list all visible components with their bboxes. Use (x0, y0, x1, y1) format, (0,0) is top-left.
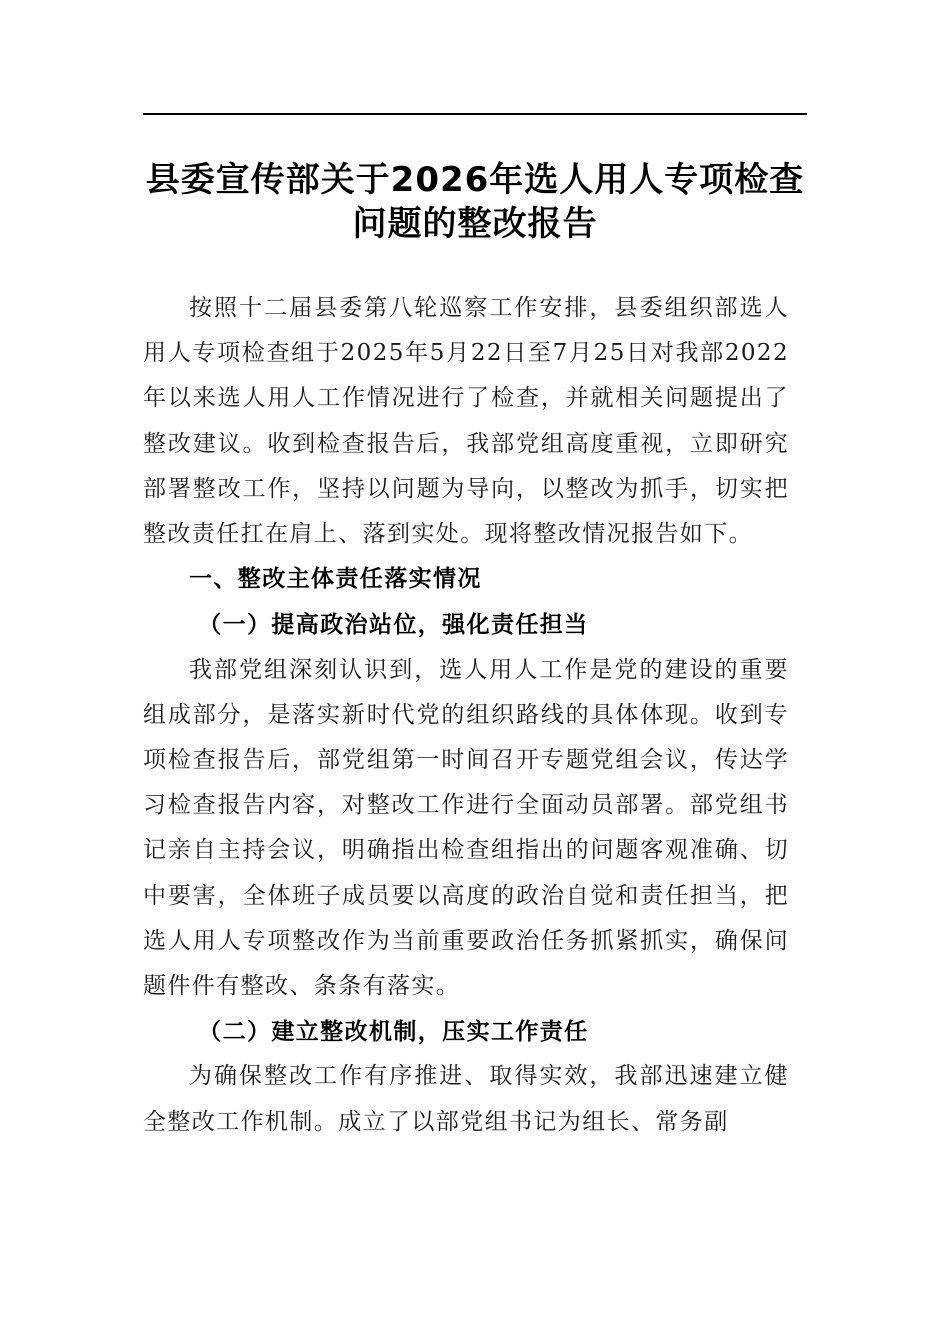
subsection-2-paragraph: 为确保整改工作有序推进、取得实效，我部迅速建立健全整改工作机制。成立了以部党组书记为组长、常务副 (143, 1063, 789, 1135)
subsection-1-paragraph: 我部党组深刻认识到，选人用人工作是党的建设的重要组成部分，是落实新时代党的组织路线的具体体现。收到专项检查报告后，部党组第一时间召开专题党组会议，传达学习检查报告内容，对整改工作进行全面动员部署。部党组书记亲自主持会议，明确指出检查组指出的问题客观准确、切中要害，全体班子成员要以高度的政治自觉和责任担当，把选人用人专项整改作为当前重要政治任务抓紧抓实，确保问题件件有整改、条条有落实。 (143, 656, 789, 1000)
title-line-1: 县委宣传部关于2026年选人用人专项检查 (145, 160, 805, 200)
intro-paragraph: 按照十二届县委第八轮巡察工作安排，县委组织部选人用人专项检查组于2025年5月22日至7月25日对我部2022年以来选人用人工作情况进行了检查，并就相关问题提出了整改建议。收到检查报告后，我部党组高度重视，立即研究部署整改工作，坚持以问题为导向，以整改为抓手，切实把整改责任扛在肩上、落到实处。现将整改情况报告如下。 (143, 295, 789, 548)
subsection-2-heading: （二）建立整改机制，压实工作责任 (198, 1018, 589, 1046)
subsection-1-heading: （一）提高政治站位，强化责任担当 (198, 611, 589, 639)
document-body (143, 286, 789, 1145)
header-rule (143, 113, 807, 115)
title-line-2: 问题的整改报告 (352, 204, 598, 244)
document-title (143, 158, 807, 246)
section-1-heading: 一、整改主体责任落实情况 (189, 566, 482, 593)
